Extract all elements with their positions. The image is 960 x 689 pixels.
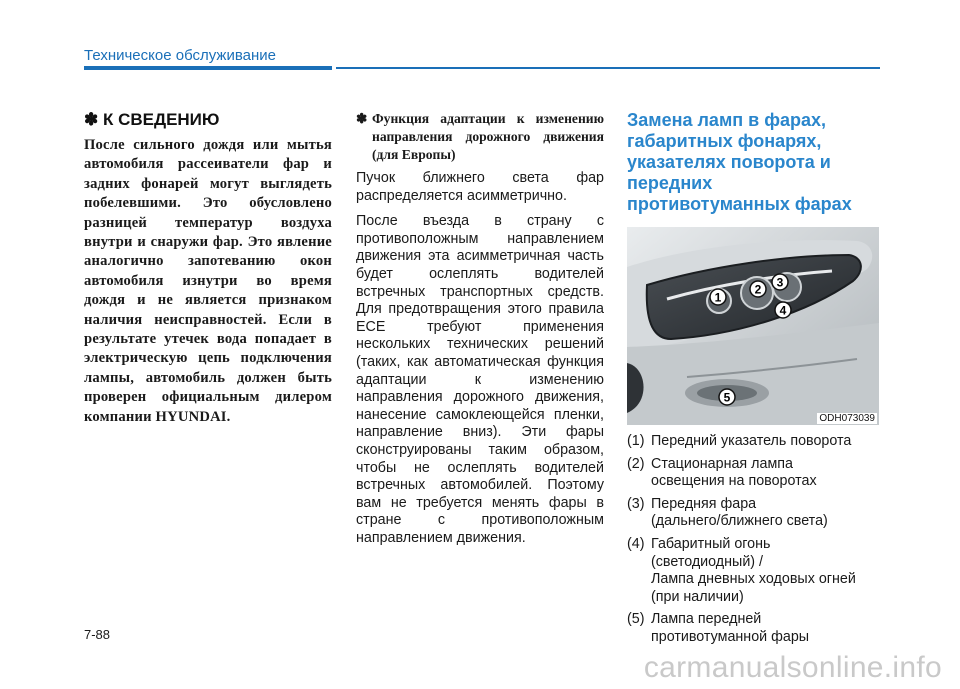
note-star-icon: ✽ xyxy=(356,111,368,126)
adaptation-para-1: Пучок ближнего света фар распределяется асимметрично. xyxy=(356,170,604,204)
svg-text:5: 5 xyxy=(723,390,731,405)
adaptation-note-title: Функция адаптации к изменению направления дорожного движения (для Европы) xyxy=(372,111,604,162)
column-left xyxy=(84,110,332,427)
legend-text: Передний указатель поворота xyxy=(651,433,852,449)
callout-3 xyxy=(772,274,788,290)
adaptation-para-2: После въезда в страну с противоположным направлением движения эта асимметричная часть будет ослеплять водителей встречных транспортных средств. Для предотвращения этого правила ЕСЕ требуют применения нескольких технических решений (таких, как автоматическая функция адаптации к изменению направления дорожного движения, нанесение самоклеющейся пленки, направление вниз). Эти фары сконструированы таким образом, чтобы не ослеплять водителей встречных автомобилей. Поэтому вам не требуется менять фары в стране с противоположным направлением движения. xyxy=(356,213,604,546)
header-rule xyxy=(336,67,880,69)
legend-item xyxy=(627,536,879,606)
callout-1 xyxy=(710,289,726,305)
legend-number: (2) xyxy=(627,455,645,472)
header-rule-dark xyxy=(84,66,332,70)
legend-item xyxy=(627,433,879,451)
adaptation-note-heading xyxy=(356,110,604,164)
legend-text: Стационарная лампа освещения на поворотах xyxy=(651,455,817,490)
column-right xyxy=(627,110,879,652)
legend-number: (5) xyxy=(627,611,645,628)
bulb-replacement-title: Замена ламп в фарах, габаритных фонарях, указателях поворота и передних противотуманных фарах xyxy=(627,110,852,214)
callout-5 xyxy=(719,389,735,405)
section-header-title: Техническое обслуживание xyxy=(84,47,276,64)
watermark: carmanualsonline.info xyxy=(643,651,942,684)
svg-text:3: 3 xyxy=(776,275,784,290)
legend-text: Лампа передней противотуманной фары xyxy=(651,611,810,645)
callout-2 xyxy=(750,281,766,297)
legend-number: (1) xyxy=(627,433,645,449)
page-number: 7-88 xyxy=(84,627,111,642)
column-middle xyxy=(356,110,604,555)
callout-4 xyxy=(775,302,791,318)
legend-text: Габаритный огонь (светодиодный) / Лампа дневных ходовых огней (при наличии) xyxy=(651,535,856,605)
legend-item xyxy=(627,496,879,531)
legend-number: (4) xyxy=(627,535,645,552)
photo-code: ODH073039 xyxy=(819,413,875,424)
note-body: После сильного дождя или мытья автомобиля рассеиватели фар и задних фонарей могут выглядеть побелевшими. Это обусловлено разницей температур воздуха внутри и снаружи фар. Это явление аналогично запотеванию окон автомобиля изнутри во время дождя и не является признаком наличия неисправностей. Если в результате утечек вода попадает в электрическую цепь подключения лампы, автомобиль должен быть проверен официальным дилером компании HYUNDAI. xyxy=(84,137,332,425)
component-legend xyxy=(627,433,879,647)
legend-text: Передняя фара (дальнего/ближнего света) xyxy=(651,495,828,530)
legend-item xyxy=(627,611,879,646)
legend-item xyxy=(627,456,879,491)
headlamp-photo xyxy=(627,227,879,425)
note-heading: ✽ К СВЕДЕНИЮ xyxy=(84,110,220,129)
callout-layer xyxy=(627,227,879,425)
svg-text:4: 4 xyxy=(779,303,787,318)
legend-number: (3) xyxy=(627,495,645,512)
svg-text:1: 1 xyxy=(714,290,722,305)
svg-text:2: 2 xyxy=(754,282,762,297)
